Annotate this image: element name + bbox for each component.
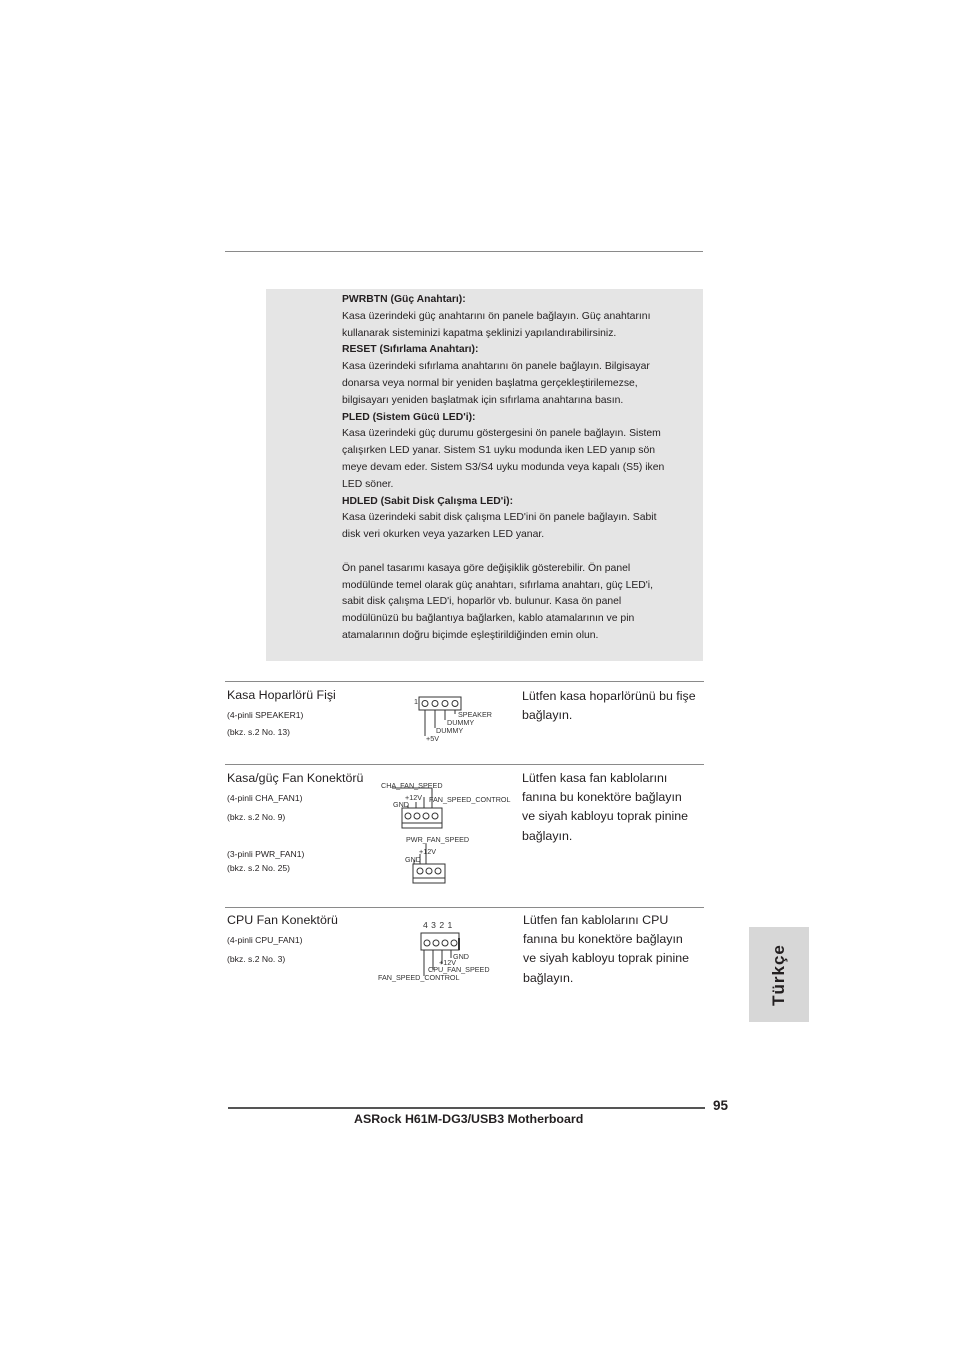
pled-text: meye devam eder. Sistem S3/S4 uyku modunda veya kapalı (S5) iken [342,461,665,473]
cpu-gnd-label: GND [453,952,469,961]
pin-circle [414,813,420,819]
pin-speaker-label: SPEAKER [458,710,492,719]
pin-circle [423,813,429,819]
pwr-fan-pin-count: (3-pinli PWR_FAN1) [227,849,305,859]
desc-line: Lütfen fan kablolarını CPU [523,913,669,927]
reset-title: RESET (Sıfırlama Anahtarı): [342,344,479,356]
note-text: modülünüzü bu bağlantıya bağlarken, kablo atamalarının ve pin [342,613,635,625]
note-text: atamalarının doğru biçimde eşleştirildiğinden emin olun. [342,629,599,641]
hdled-text: disk veri okurken veya yazarken LED yanar. [342,529,545,541]
desc-line: bağlayın. [522,708,573,723]
hdled-title: HDLED (Sabit Disk Çalışma LED'i): [342,495,514,507]
pwrbtn-text: kullanarak sisteminizi kapatma şeklinizi yapılandırabilirsiniz. [342,327,617,339]
pin-circle [433,940,439,946]
pwr-gnd-label: GND [405,855,421,864]
desc-line: fanına bu konektöre bağlayın [522,790,682,805]
cpu-fan-description [523,911,708,988]
speaker-reference: (bkz. s.2 No. 13) [227,727,291,737]
cha-fan-reference: (bkz. s.2 No. 9) [227,812,286,822]
connector-housing [419,697,461,710]
connector-housing [421,933,459,950]
section-rule [225,764,704,765]
pwrbtn-text: Kasa üzerindeki güç anahtarını ön panele bağlayın. Güç anahtarını [342,310,651,322]
cpu-fan-reference: (bkz. s.2 No. 3) [227,954,286,964]
front-panel-description [342,292,694,645]
pin-5v-label: +5V [426,734,439,743]
page-number: 95 [713,1098,729,1113]
pwrbtn-title: PWRBTN (Güç Anahtarı): [342,294,466,305]
desc-line: Lütfen kasa fan kablolarını [522,771,668,785]
pled-text: LED söner. [342,478,394,490]
cpu-fan-pin-count: (4-pinli CPU_FAN1) [227,935,303,945]
chassis-fan-description [522,769,707,846]
pin-circle [451,940,457,946]
pin-dummy-label: DUMMY [436,726,464,735]
speaker-pin-count: (4-pinli SPEAKER1) [227,710,304,720]
reset-text: bilgisayarı yeniden başlatmak için sıfırlama anahtarına basın. [342,394,624,406]
connector-housing [402,808,442,828]
desc-line: bağlayın. [523,970,574,985]
pin-circle [426,868,432,874]
cha-fan-speed-label: CHA_FAN_SPEED [381,781,443,790]
pwr-fan-speed-label: PWR_FAN_SPEED [406,835,470,844]
cpu-fan-speed-control-label: FAN_SPEED_CONTROL [378,973,460,982]
pin-circle [432,813,438,819]
pled-title: PLED (Sistem Gücü LED'i): [342,411,476,423]
desc-line: ve siyah kabloyu toprak pinine [522,809,688,824]
pin-circle [435,868,441,874]
pled-text: çalışırken LED yanar. Sistem S1 uyku modunda iken LED yanıp sön [342,445,656,457]
footer-rule [228,1107,705,1109]
language-tab-label: Türkçe [769,943,788,1006]
cha-fan-pin-count: (4-pinli CHA_FAN1) [227,793,303,803]
cha-12v-label: +12V [405,793,422,802]
pled-text: Kasa üzerindeki güç durumu göstergesini ön panele bağlayın. Sistem [342,428,661,440]
section-rule [225,681,704,682]
desc-line: ve siyah kabloyu toprak pinine [523,951,689,966]
cpu-fan-title: CPU Fan Konektörü [227,913,338,927]
language-tab [749,927,809,1022]
pwr-fan-reference: (bkz. s.2 No. 25) [227,863,291,873]
footer-model: ASRock H61M-DG3/USB3 Motherboard [354,1112,584,1126]
note-text: Ön panel tasarımı kasaya göre değişiklik gösterebilir. Ön panel [342,562,631,574]
speaker-title: Kasa Hoparlörü Fişi [227,688,336,702]
cha-fan-speed-control-label: FAN_SPEED_CONTROL [429,795,511,804]
reset-text: donarsa veya normal bir yeniden başlatma gerçekleştirilemezse, [342,377,638,389]
chassis-fan-title: Kasa/güç Fan Konektörü [227,771,364,785]
pin-dummy-label: DUMMY [447,718,475,727]
pin-circle [442,701,448,707]
speaker-description [522,687,707,725]
note-text: sabit disk çalışma LED'i, hoparlör vb. bulunur. Kasa ön panel [342,596,622,608]
note-text: modülünde temel olarak güç anahtarı, sıfırlama anahtarı, güç LED'i, [342,579,653,591]
pin-circle [452,701,458,707]
hdled-text: Kasa üzerindeki sabit disk çalışma LED'ini ön panele bağlayın. Sabit [342,512,657,524]
pin-circle [432,701,438,707]
pwr-12v-label: +12V [419,847,436,856]
reset-text: Kasa üzerindeki sıfırlama anahtarını ön panele bağlayın. Bilgisayar [342,361,650,373]
pin-circle [422,701,428,707]
cpu-12v-label: +12V [439,958,456,967]
section-rule [225,907,704,908]
cpu-pin-numbers: 4 3 2 1 [423,920,453,930]
cpu-fan-speed-label: CPU_FAN_SPEED [428,965,490,974]
pin-circle [405,813,411,819]
pin-circle [417,868,423,874]
desc-line: Lütfen kasa hoparlörünü bu fişe [522,689,696,703]
pin-circle [424,940,430,946]
pin-1-label: 1 [414,697,418,706]
cha-gnd-label: GND [393,800,409,809]
pin-circle [442,940,448,946]
top-rule [225,251,703,252]
desc-line: fanına bu konektöre bağlayın [523,932,683,947]
desc-line: bağlayın. [522,828,573,843]
